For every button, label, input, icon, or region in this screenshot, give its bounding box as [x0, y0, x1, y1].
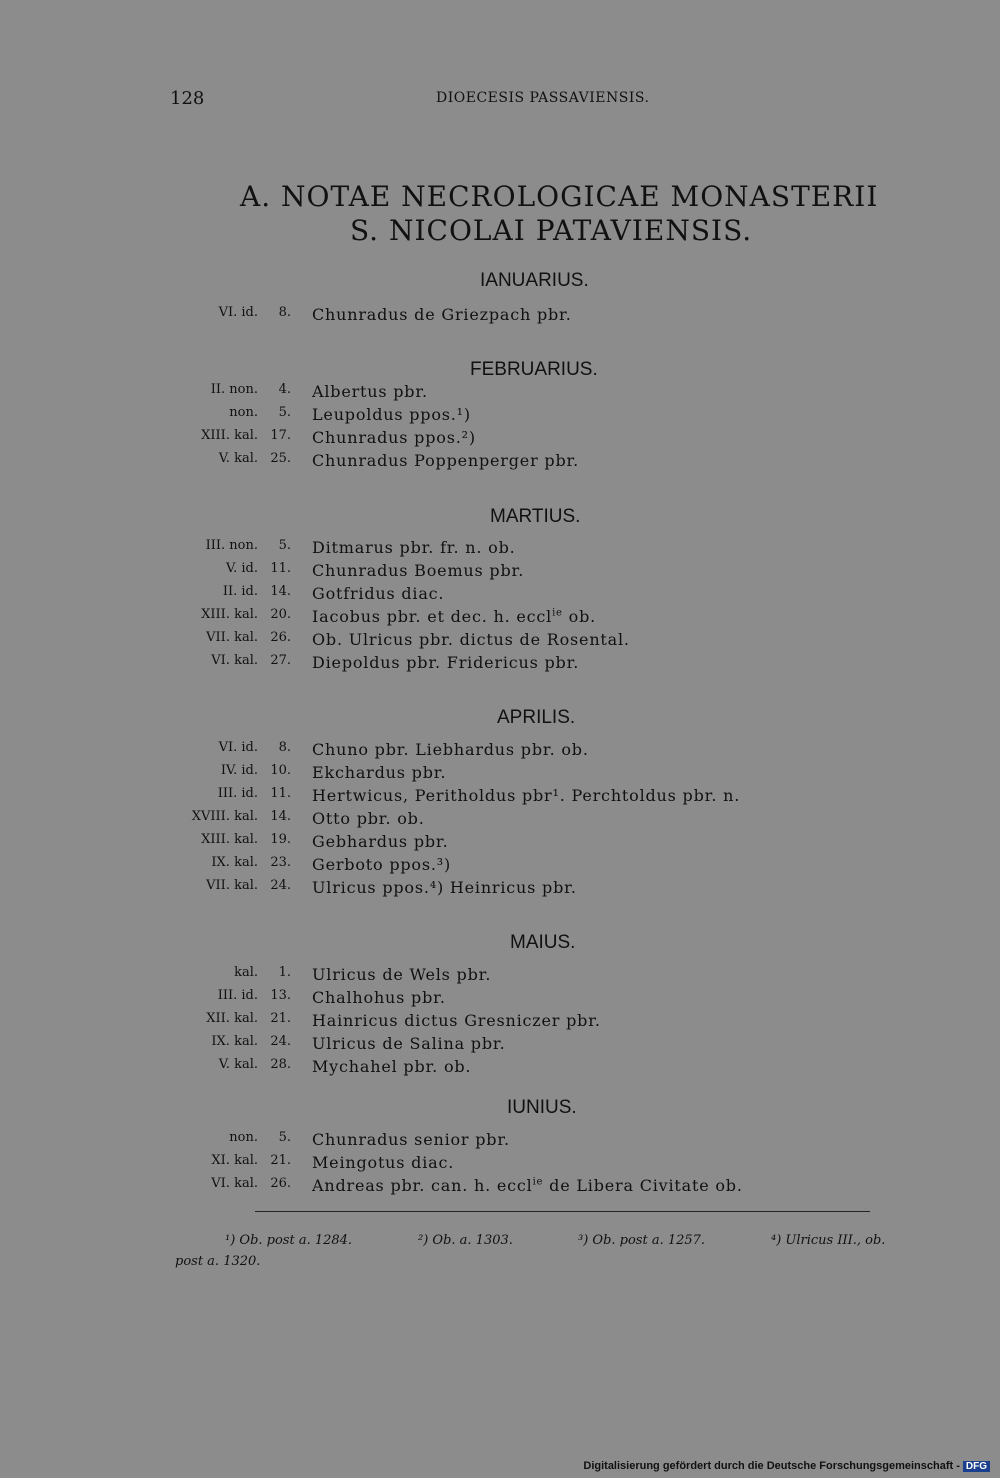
entry-day: 13.	[270, 988, 291, 1003]
entry-date: III. id.	[217, 988, 258, 1003]
month-heading-martius: MARTIUS.	[490, 506, 581, 527]
entry-date: IX. kal.	[211, 855, 258, 870]
entry-day: 10.	[270, 763, 291, 778]
entry-day: 24.	[270, 1034, 291, 1049]
page-number: 128	[170, 88, 205, 109]
list-item	[0, 988, 1000, 1011]
entry-date: V. kal.	[218, 1057, 258, 1072]
entry-date: XI. kal.	[211, 1153, 258, 1168]
entry-day: 26.	[270, 630, 291, 645]
list-item	[0, 965, 1000, 988]
title-line-1: A. NOTAE NECROLOGICAE MONASTERII	[240, 180, 879, 213]
list-item	[0, 740, 1000, 763]
entry-date: non.	[229, 1130, 258, 1145]
entry-date: VI. kal.	[211, 1176, 258, 1191]
list-item	[0, 1034, 1000, 1057]
entry-text: Hainricus dictus Gresniczer pbr.	[312, 1011, 601, 1030]
entry-date: V. kal.	[218, 451, 258, 466]
entry-date: non.	[229, 405, 258, 420]
list-item	[0, 428, 1000, 451]
entry-day: 24.	[270, 878, 291, 893]
entry-day: 14.	[270, 584, 291, 599]
entry-text: Ulricus de Wels pbr.	[312, 965, 492, 984]
entry-date: XIII. kal.	[201, 428, 258, 443]
entry-text: Ditmarus pbr. fr. n. ob.	[312, 538, 516, 557]
list-item	[0, 855, 1000, 878]
list-item	[0, 832, 1000, 855]
month-heading-februarius: FEBRUARIUS.	[470, 359, 598, 380]
footnote-4-continuation: post a. 1320.	[175, 1254, 261, 1269]
month-heading-ianuarius: IANUARIUS.	[480, 270, 589, 291]
entry-date: III. id.	[217, 786, 258, 801]
list-item	[0, 1153, 1000, 1176]
entry-text: Otto pbr. ob.	[312, 809, 425, 828]
entry-day: 20.	[270, 607, 291, 622]
entry-date: XVIII. kal.	[191, 809, 258, 824]
entry-day: 19.	[270, 832, 291, 847]
entry-day: 5.	[278, 538, 291, 553]
list-item	[0, 607, 1000, 630]
entry-day: 14.	[270, 809, 291, 824]
entry-text: Ulricus de Salina pbr.	[312, 1034, 506, 1053]
entry-day: 21.	[270, 1153, 291, 1168]
entry-text: Chunradus Boemus pbr.	[312, 561, 525, 580]
title-line-2: S. NICOLAI PATAVIENSIS.	[350, 214, 753, 247]
dfg-logo: DFG	[963, 1461, 990, 1472]
list-item	[0, 878, 1000, 901]
footnote-3: ³) Ob. post a. 1257.	[578, 1233, 706, 1248]
entry-text: Albertus pbr.	[312, 382, 428, 401]
footnote-rule	[255, 1211, 870, 1212]
entry-day: 26.	[270, 1176, 291, 1191]
list-item	[0, 763, 1000, 786]
entry-text: Ulricus ppos.⁴) Heinricus pbr.	[312, 878, 577, 897]
entry-day: 27.	[270, 653, 291, 668]
entry-text: Gebhardus pbr.	[312, 832, 449, 851]
list-item	[0, 538, 1000, 561]
entry-text: Gotfridus diac.	[312, 584, 445, 603]
entry-text: Mychahel pbr. ob.	[312, 1057, 472, 1076]
list-item	[0, 1057, 1000, 1080]
entry-date: XIII. kal.	[201, 607, 258, 622]
footnote-1: ¹) Ob. post a. 1284.	[225, 1233, 353, 1248]
entry-day: 23.	[270, 855, 291, 870]
entry-date: IV. id.	[220, 763, 258, 778]
entry-date: VII. kal.	[206, 630, 258, 645]
list-item	[0, 809, 1000, 832]
entry-date: VI. id.	[218, 740, 258, 755]
entry-text: Chuno pbr. Liebhardus pbr. ob.	[312, 740, 589, 759]
month-heading-iunius: IUNIUS.	[507, 1097, 577, 1118]
entry-day: 1.	[278, 965, 291, 980]
entry-date: XII. kal.	[206, 1011, 258, 1026]
list-item	[0, 451, 1000, 474]
entry-date: V. id.	[226, 561, 258, 576]
list-item	[0, 305, 1000, 328]
entry-date: III. non.	[205, 538, 258, 553]
entry-text: Gerboto ppos.³)	[312, 855, 451, 874]
entry-day: 21.	[270, 1011, 291, 1026]
list-item	[0, 1130, 1000, 1153]
entry-text: Diepoldus pbr. Fridericus pbr.	[312, 653, 580, 672]
entry-day: 5.	[278, 1130, 291, 1145]
list-item	[0, 405, 1000, 428]
entry-date: IX. kal.	[211, 1034, 258, 1049]
entry-text: Chunradus de Griezpach pbr.	[312, 305, 572, 324]
entry-text: Hertwicus, Peritholdus pbr¹. Perchtoldus pbr. n.	[312, 786, 741, 805]
month-heading-aprilis: APRILIS.	[497, 707, 576, 728]
credit-text: Digitalisierung gefördert durch die Deutsche Forschungsgemeinschaft -	[583, 1460, 960, 1472]
entry-day: 4.	[278, 382, 291, 397]
list-item	[0, 584, 1000, 607]
list-item	[0, 382, 1000, 405]
entry-date: II. id.	[222, 584, 258, 599]
entry-date: VII. kal.	[206, 878, 258, 893]
entry-day: 25.	[270, 451, 291, 466]
entry-text: Ekchardus pbr.	[312, 763, 447, 782]
month-heading-maius: MAIUS.	[510, 932, 576, 953]
footnote-2: ²) Ob. a. 1303.	[418, 1233, 513, 1248]
running-head: DIOECESIS PASSAVIENSIS.	[436, 90, 650, 106]
entry-text: Iacobus pbr. et dec. h. eccl$^{ie}$ ob.	[312, 607, 597, 626]
list-item	[0, 1176, 1000, 1199]
entry-day: 17.	[270, 428, 291, 443]
list-item	[0, 653, 1000, 676]
entry-date: II. non.	[210, 382, 258, 397]
entry-day: 8.	[278, 740, 291, 755]
entry-day: 11.	[270, 561, 291, 576]
entry-text: Ob. Ulricus pbr. dictus de Rosental.	[312, 630, 630, 649]
entry-date: VI. id.	[218, 305, 258, 320]
footnote-4: ⁴) Ulricus III., ob.	[771, 1233, 886, 1248]
entry-text: Andreas pbr. can. h. eccl$^{ie}$ de Libera Civitate ob.	[312, 1176, 743, 1195]
entry-text: Meingotus diac.	[312, 1153, 455, 1172]
entry-day: 11.	[270, 786, 291, 801]
entry-text: Chalhohus pbr.	[312, 988, 446, 1007]
entry-text: Chunradus Poppenperger pbr.	[312, 451, 580, 470]
digitization-credit	[583, 1460, 990, 1472]
list-item	[0, 561, 1000, 584]
entry-day: 28.	[270, 1057, 291, 1072]
entry-day: 8.	[278, 305, 291, 320]
list-item	[0, 630, 1000, 653]
entry-text: Chunradus senior pbr.	[312, 1130, 510, 1149]
list-item	[0, 786, 1000, 809]
entry-day: 5.	[278, 405, 291, 420]
entry-date: XIII. kal.	[201, 832, 258, 847]
list-item	[0, 1011, 1000, 1034]
entry-text: Chunradus ppos.²)	[312, 428, 476, 447]
entry-date: VI. kal.	[211, 653, 258, 668]
entry-date: kal.	[234, 965, 258, 980]
entry-text: Leupoldus ppos.¹)	[312, 405, 471, 424]
